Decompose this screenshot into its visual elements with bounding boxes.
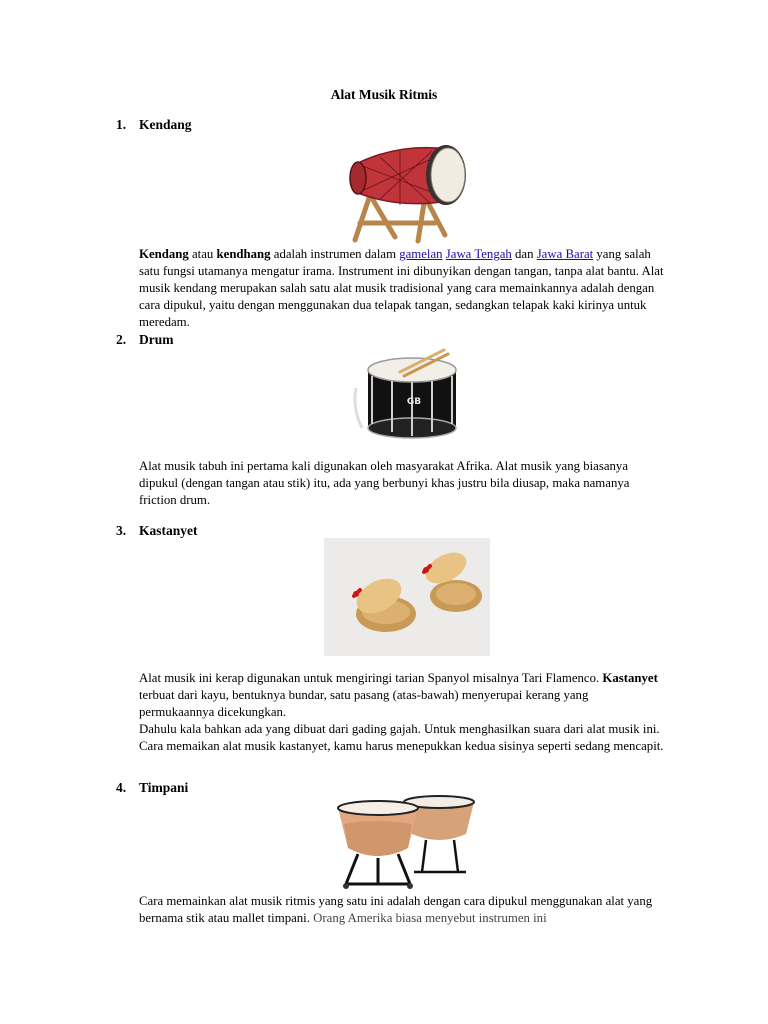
section-title: Timpani <box>139 780 189 795</box>
section-text-timpani <box>139 893 664 927</box>
text-span: Cara memainkan alat musik ritmis yang satu ini adalah dengan cara dipukul menggunakan alat yang bernama stik atau mallet timpani. <box>139 894 653 925</box>
timpani-image <box>334 794 480 892</box>
text-span: yang salah satu fungsi utamanya mengatur irama. Instrument ini dibunyikan dengan tangan, tanpa alat bantu. Alat musik kendang merupakan salah satu alat musik tradisional yang cara memainkannya adalah dengan cara dipukul, yaitu dengan menggunakan dua telapak tangan, sedangkan telapak kaki kirinya untuk meredam. <box>139 247 664 329</box>
section-number: 4. <box>116 780 127 795</box>
text-paragraph: Dahulu kala bahkan ada yang dibuat dari gading gajah. Untuk menghasilkan suara dari alat musik ini. Cara memaikan alat musik kastanyet, kamu harus menepukkan kedua sisinya seperti sedang mencapit. <box>139 722 664 753</box>
section-title: Kendang <box>139 117 192 132</box>
kendang-drum-image <box>340 135 472 247</box>
snare-drum-image <box>352 348 464 442</box>
section-number: 3. <box>116 523 127 538</box>
text-span: adalah instrumen dalam <box>270 247 400 261</box>
section-text-kastanyet <box>139 670 664 755</box>
drum-brand-label: GB <box>406 397 422 407</box>
bold-term: Kastanyet <box>602 671 658 685</box>
bold-term: kendhang <box>216 247 271 261</box>
text-span: Alat musik ini kerap digunakan untuk mengiringi tarian Spanyol misalnya Tari Flamenco. <box>139 671 603 685</box>
link-jawa-barat[interactable]: Jawa Barat <box>536 247 594 261</box>
section-text-drum: Alat musik tabuh ini pertama kali digunakan oleh masyarakat Afrika. Alat musik yang biasanya dipukul (dengan tangan atau stik) itu, ada yang berbunyi khas justru bila diusap, maka namanya friction drum. <box>139 459 630 507</box>
section-title: Drum <box>139 332 174 347</box>
section-heading-drum <box>116 332 174 348</box>
bold-term: Kendang <box>139 247 189 261</box>
text-span: dan <box>511 247 537 261</box>
castanets-image <box>324 538 490 656</box>
section-text-kendang <box>139 246 664 331</box>
text-span: atau <box>188 247 217 261</box>
text-span: terbuat dari kayu, bentuknya bundar, satu pasang (atas-bawah) menyerupai kerang yang permukaannya dicekungkan. <box>139 688 589 719</box>
section-heading-kendang <box>116 117 192 133</box>
section-heading-kastanyet <box>116 523 198 539</box>
section-heading-timpani <box>116 780 188 796</box>
text-span: Orang Amerika biasa menyebut instrumen ini <box>313 911 547 925</box>
section-number: 2. <box>116 332 127 347</box>
link-gamelan[interactable]: gamelan <box>399 247 443 261</box>
page-title: Alat Musik Ritmis <box>330 87 438 102</box>
section-number: 1. <box>116 117 127 132</box>
link-jawa-tengah[interactable]: Jawa Tengah <box>445 247 512 261</box>
section-title: Kastanyet <box>139 523 198 538</box>
